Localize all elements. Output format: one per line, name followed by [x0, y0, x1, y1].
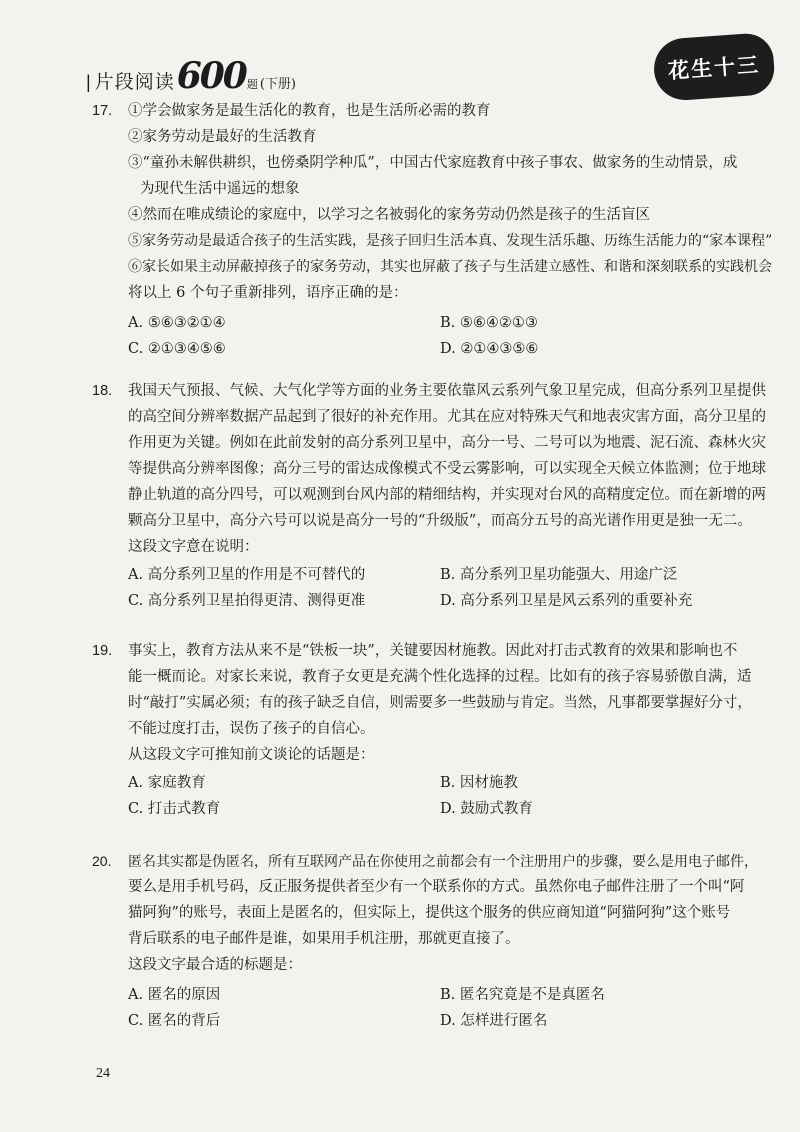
options — [92, 310, 772, 362]
options — [92, 562, 772, 614]
page-header — [86, 55, 297, 97]
option-b: B. ⑤⑥④②①③ — [440, 315, 538, 331]
option-d: D. 怎样进行匿名 — [440, 1013, 548, 1029]
option-a: A. 家庭教育 — [128, 775, 206, 791]
question-18 — [92, 378, 772, 614]
option-d: D. 鼓励式教育 — [440, 801, 533, 817]
option-d: D. ②①④③⑤⑥ — [440, 341, 539, 357]
question-prompt: 这段文字意在说明： — [128, 539, 259, 555]
sentence-2: ②家务劳动是最好的生活教育 — [128, 129, 317, 145]
option-b: B. 因材施教 — [440, 775, 518, 791]
passage-line: 静止轨道的高分四号，可以观测到台风内部的精细结构，并实现对台风的高精度定位。而在新增的两 — [128, 487, 766, 503]
header-bar: | — [86, 72, 91, 92]
passage-line: 等提供高分辨率图像；高分三号的雷达成像模式不受云雾影响，可以实现全天候立体监测；位于地球 — [128, 461, 766, 477]
option-b: B. 高分系列卫星功能强大、用途广泛 — [440, 567, 678, 583]
question-19 — [92, 638, 772, 822]
sentence-4: ④然而在唯成绩论的家庭中，以学习之名被弱化的家务劳动仍然是孩子的生活盲区 — [128, 207, 650, 223]
sentence-3b: 为现代生活中遥远的想象 — [140, 181, 300, 197]
options — [92, 770, 772, 822]
logo-text: 花生十三 — [667, 51, 761, 84]
publisher-logo — [652, 32, 776, 102]
book-ti: 题 — [246, 78, 258, 91]
question-prompt: 将以上 6 个句子重新排列，语序正确的是： — [128, 285, 408, 301]
option-d: D. 高分系列卫星是风云系列的重要补充 — [440, 593, 693, 609]
question-20 — [92, 848, 772, 1034]
passage-line: 猫阿狗”的账号，表面上是匿名的，但实际上，提供这个服务的供应商知道“阿猫阿狗”这个账号 — [128, 905, 731, 921]
passage-line: 颗高分卫星中，高分六号可以说是高分一号的“升级版”，而高分五号的高光谱作用更是独一无二。 — [128, 513, 752, 529]
question-prompt: 这段文字最合适的标题是： — [128, 957, 302, 973]
sentence-5: ⑤家务劳动是最适合孩子的生活实践，是孩子回归生活本真、发现生活乐趣、历练生活能力的“家本课程” — [128, 233, 773, 249]
question-number: 19. — [92, 643, 113, 659]
question-17 — [92, 98, 772, 362]
passage-line: 作用更为关键。例如在此前发射的高分系列卫星中，高分一号、二号可以为地震、泥石流、森林火灾 — [128, 435, 766, 451]
passage-line: 我国天气预报、气候、大气化学等方面的业务主要依靠风云系列气象卫星完成，但高分系列卫星提供 — [128, 383, 766, 399]
passage-line: 事实上，教育方法从来不是“铁板一块”，关键要因材施教。因此对打击式教育的效果和影响也不 — [128, 643, 738, 659]
passage-line: 要么是用手机号码，反正服务提供者至少有一个联系你的方式。虽然你电子邮件注册了一个叫“阿 — [128, 879, 745, 895]
question-number: 20. — [92, 853, 112, 869]
passage-line: 匿名其实都是伪匿名，所有互联网产品在你使用之前都会有一个注册用户的步骤，要么是用电子邮件， — [128, 854, 758, 870]
passage-line: 时“敲打”实属必须；有的孩子缺乏自信，则需要多一些鼓励与肯定。当然，凡事都要掌握好分寸， — [128, 695, 752, 711]
option-c: C. ②①③④⑤⑥ — [128, 341, 226, 357]
question-prompt: 从这段文字可推知前文谈论的话题是： — [128, 747, 375, 763]
sentence-1: ①学会做家务是最生活化的教育，也是生活所必需的教育 — [128, 103, 491, 119]
option-c: C. 高分系列卫星拍得更清、测得更准 — [128, 593, 366, 609]
options — [92, 982, 772, 1034]
option-a: A. 高分系列卫星的作用是不可替代的 — [128, 567, 366, 583]
book-volume: (下册) — [259, 77, 297, 92]
sentence-3a: ③“童孙未解供耕织，也傍桑阴学种瓜”，中国古代家庭教育中孩子事农、做家务的生动情景，成 — [128, 155, 738, 171]
option-a: A. 匿名的原因 — [128, 987, 221, 1003]
question-number: 17. — [92, 103, 113, 119]
option-a: A. ⑤⑥③②①④ — [128, 315, 226, 331]
sentence-6: ⑥家长如果主动屏蔽掉孩子的家务劳动，其实也屏蔽了孩子与生活建立感性、和谐和深刻联系的实践机会 — [128, 259, 772, 275]
book-number: 600 — [176, 55, 246, 97]
option-c: C. 打击式教育 — [128, 801, 221, 817]
question-number: 18. — [92, 383, 113, 399]
passage-line: 的高空间分辨率数据产品起到了很好的补充作用。尤其在应对特殊天气和地表灾害方面，高分卫星的 — [128, 409, 766, 425]
passage-line: 能一概而论。对家长来说，教育子女更是充满个性化选择的过程。比如有的孩子容易骄傲自满，适 — [128, 669, 752, 685]
option-c: C. 匿名的背后 — [128, 1013, 221, 1029]
option-b: B. 匿名究竟是不是真匿名 — [440, 987, 605, 1003]
book-title: 片段阅读 — [94, 71, 175, 93]
passage-line: 不能过度打击，误伤了孩子的自信心。 — [128, 721, 375, 737]
page-number: 24 — [96, 1066, 110, 1081]
passage-line: 背后联系的电子邮件是谁，如果用手机注册，那就更直接了。 — [128, 931, 520, 947]
